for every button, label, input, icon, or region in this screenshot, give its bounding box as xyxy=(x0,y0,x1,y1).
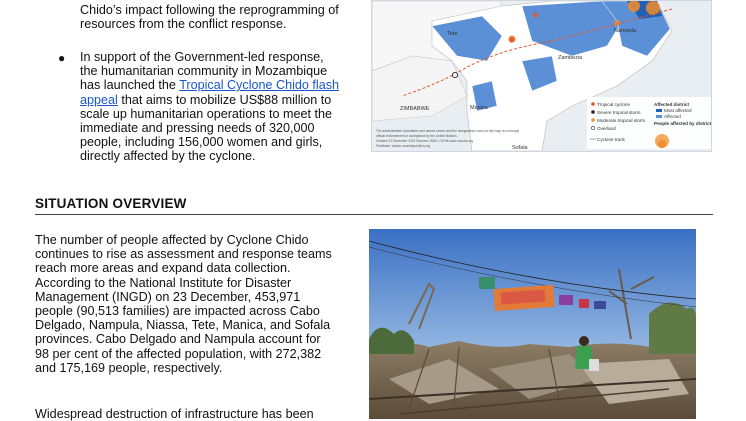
bullet-line-with-link xyxy=(80,78,360,92)
legend-people-title: People affected by district xyxy=(654,121,711,126)
legend-overland: Overland xyxy=(597,126,616,131)
moderate-storm-icon xyxy=(591,118,595,122)
label-zambezia: Zambezia xyxy=(558,55,583,61)
disclaimer-line: Created 23 December 2024 Sources: INGD, OCHA www.unocha.org xyxy=(376,139,473,143)
flash-appeal-link-cont[interactable]: appeal xyxy=(80,92,118,107)
affected-bubble xyxy=(614,20,620,26)
appeal-bullet xyxy=(80,50,360,164)
legend-cyclone-track: Cyclone track xyxy=(597,137,625,142)
overview-line: provinces. Cabo Delgado and Nampula account for xyxy=(35,332,321,347)
overview-paragraph xyxy=(35,233,357,375)
photo-cloth xyxy=(579,299,589,308)
legend-affected-title: Affected district xyxy=(654,102,689,107)
bullet-icon: ● xyxy=(58,51,66,65)
severe-storm-icon xyxy=(591,110,595,114)
affected-bubble xyxy=(646,1,660,15)
overview-line: continues to rise as assessment and response teams xyxy=(35,247,332,262)
bullet-text: that aims to mobilize US$88 million to xyxy=(117,92,332,107)
photo-cloth xyxy=(559,295,573,305)
photo-tree xyxy=(649,303,696,354)
overview-line: Delgado, Nampula, Niassa, Tete, Manica, and Sofala xyxy=(35,318,331,333)
photo-person xyxy=(579,336,589,346)
cyclone-damage-photo xyxy=(369,229,696,419)
bullet-line: scale up humanitarian operations to meet the xyxy=(80,106,333,121)
section-title: SITUATION OVERVIEW xyxy=(35,196,187,211)
overview-next-line: Widespread destruction of infrastructure has been xyxy=(35,407,314,421)
label-nampula: Nampula xyxy=(614,28,637,34)
storm-icon: ✺ xyxy=(532,11,539,20)
legend-tropical-cyclone: Tropical cyclone xyxy=(597,102,631,107)
overview-line: reach more areas and expand data collection. xyxy=(35,261,291,276)
legend-affected: Affected xyxy=(664,114,681,119)
overview-line: people (90,513 families) are impacted across Cabo xyxy=(35,304,320,319)
photo-bucket xyxy=(589,359,599,371)
disclaimer-line: Feedback: ocham ozambique@un.org xyxy=(376,144,431,148)
cyclone-map xyxy=(371,0,712,152)
overview-line: and 175,169 people, respectively. xyxy=(35,360,223,375)
bullet-line: In support of the Government-led response, xyxy=(80,50,324,64)
intro-continued xyxy=(80,0,360,31)
photo-cloth xyxy=(594,301,606,309)
bullet-text: has launched the xyxy=(80,78,180,93)
intro-line: resources from the conflict response. xyxy=(80,17,287,32)
intro-line: Chido’s impact following the reprogramming of xyxy=(80,3,339,17)
affected-swatch xyxy=(656,115,662,118)
section-rule xyxy=(35,214,713,215)
legend-moderate-storm: Moderate tropical storm xyxy=(597,118,646,123)
flash-appeal-link[interactable]: Tropical Cyclone Chido flash xyxy=(179,78,340,93)
bullet-line-with-link xyxy=(80,93,360,107)
overland-marker xyxy=(452,72,457,77)
disclaimer-line: official endorsement or acceptance by the United Nations. xyxy=(376,134,458,138)
overview-line: 98 per cent of the affected population, with 272,382 xyxy=(35,346,322,361)
photo-svg xyxy=(369,229,696,419)
label-zimbabwe: ZIMBABWE xyxy=(400,106,430,112)
bullet-line: people, including 156,000 women and girls, xyxy=(80,135,323,150)
overview-line: Management (INGD) on 23 December, 453,971 xyxy=(35,289,301,304)
tropical-cyclone-icon xyxy=(591,102,595,106)
most-affected-swatch xyxy=(656,109,662,112)
people-bubble-icon xyxy=(658,140,666,148)
overview-line: The number of people affected by Cyclone Chido xyxy=(35,233,309,247)
legend-most-affected: Most affected xyxy=(664,108,692,113)
overland-icon xyxy=(591,126,594,129)
map-svg xyxy=(372,1,711,151)
bullet-line: directly affected by the cyclone. xyxy=(80,149,256,164)
storm-icon: ✺ xyxy=(508,35,516,45)
label-tete: Tete xyxy=(447,31,458,37)
map-legend xyxy=(587,97,711,149)
legend-severe-storm: Severe tropical storm xyxy=(597,110,641,115)
overview-line: According to the National Institute for Disaster xyxy=(35,275,292,290)
disclaimer-line: The administrative boundaries and names shown and the designations used on this map do not imply xyxy=(376,129,519,133)
label-sofala: Sofala xyxy=(512,145,528,151)
bullet-line: the humanitarian community in Mozambique xyxy=(80,64,328,79)
bullet-line: immediate and pressing needs of 320,000 xyxy=(80,121,315,136)
photo-cloth xyxy=(479,277,495,289)
label-manica: Manica xyxy=(470,105,488,111)
